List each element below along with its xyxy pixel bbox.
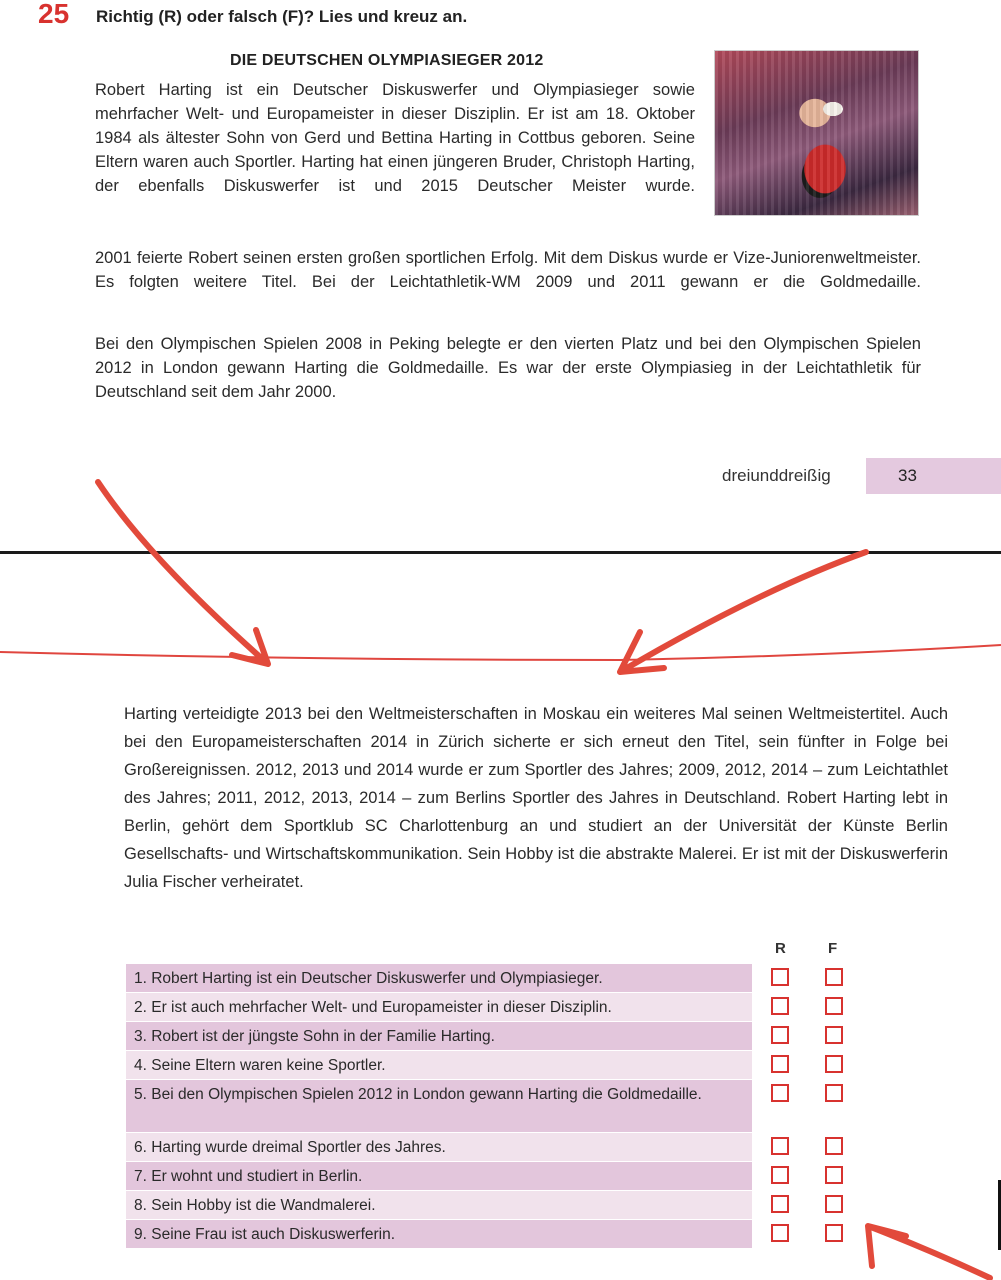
checkbox-r-9[interactable] <box>771 1224 789 1242</box>
checkbox-f-4[interactable] <box>825 1055 843 1073</box>
checkbox-r-3[interactable] <box>771 1026 789 1044</box>
article-paragraph-2: 2001 feierte Robert seinen ersten großen sportlichen Erfolg. Mit dem Diskus wurde er Vize-Juniorenweltmeister. Es folgten weitere Titel. Bei der Leichtathletik-WM 2009 und 2011 gewann er die Goldmedaille. <box>95 249 921 291</box>
statement-row-5: 5. Bei den Olympischen Spielen 2012 in London gewann Harting die Goldmedaille. <box>126 1080 752 1132</box>
athlete-photo <box>714 50 919 216</box>
page-number-box <box>866 458 1001 494</box>
article-paragraph-3: Bei den Olympischen Spielen 2008 in Peking belegte er den vierten Platz und bei den Olympischen Spielen 2012 in London gewann Harting die Goldmedaille. Es war der erste Olympiasieg in der Leichtathletik für Deutschland seit dem Jahr 2000. <box>95 335 921 401</box>
page-number: 33 <box>898 466 917 485</box>
checkbox-r-6[interactable] <box>771 1137 789 1155</box>
statement-row-2: 2. Er ist auch mehrfacher Welt- und Europameister in dieser Disziplin. <box>126 993 752 1021</box>
statement-row-9: 9. Seine Frau ist auch Diskuswerferin. <box>126 1220 752 1248</box>
article-continuation: Harting verteidigte 2013 bei den Weltmeisterschaften in Moskau ein weiteres Mal seinen Weltmeistertitel. Auch bei den Europameisterschaften 2014 in Zürich sicherte er sich erneut den Titel, sein fünfter in Folge bei Großereignissen. 2012, 2013 und 2014 wurde er zum Sportler des Jahres; 2009, 2012, 2014 – zum Leichtathlet des Jahres; 2011, 2012, 2013, 2014 – zum Berlins Sportler des Jahres in Deutschland. Robert Harting lebt in Berlin, gehört dem Sportklub SC Charlottenburg an und studiert an der Universität der Künste Berlin Gesellschafts- und Wirtschaftskommunikation. Sein Hobby ist die abstrakte Malerei. Er ist mit der Diskuswerferin Julia Fischer verheiratet. <box>124 705 948 891</box>
article-title: DIE DEUTSCHEN OLYMPIASIEGER 2012 <box>230 52 544 69</box>
checkbox-r-4[interactable] <box>771 1055 789 1073</box>
red-arrow-bottom-icon <box>868 1226 990 1278</box>
checkbox-f-2[interactable] <box>825 997 843 1015</box>
checkbox-f-8[interactable] <box>825 1195 843 1213</box>
statement-row-1: 1. Robert Harting ist ein Deutscher Diskuswerfer und Olympiasieger. <box>126 964 752 992</box>
checkbox-f-9[interactable] <box>825 1224 843 1242</box>
checkbox-r-1[interactable] <box>771 968 789 986</box>
checkbox-f-7[interactable] <box>825 1166 843 1184</box>
column-header-falsch: F <box>828 940 838 957</box>
checkbox-f-5[interactable] <box>825 1084 843 1102</box>
statement-row-8: 8. Sein Hobby ist die Wandmalerei. <box>126 1191 752 1219</box>
statement-row-7: 7. Er wohnt und studiert in Berlin. <box>126 1162 752 1190</box>
checkbox-r-5[interactable] <box>771 1084 789 1102</box>
task-number: 25 <box>38 0 70 29</box>
checkbox-r-8[interactable] <box>771 1195 789 1213</box>
column-header-richtig: R <box>775 940 786 957</box>
red-divider-line <box>0 645 1001 660</box>
statement-row-6: 6. Harting wurde dreimal Sportler des Jahres. <box>126 1133 752 1161</box>
checkbox-f-3[interactable] <box>825 1026 843 1044</box>
statement-row-4: 4. Seine Eltern waren keine Sportler. <box>126 1051 752 1079</box>
checkbox-f-1[interactable] <box>825 968 843 986</box>
checkbox-r-7[interactable] <box>771 1166 789 1184</box>
page-number-word: dreiunddreißig <box>722 466 831 485</box>
checkbox-f-6[interactable] <box>825 1137 843 1155</box>
page-separator-line <box>0 551 1001 554</box>
article-paragraph-1: Robert Harting ist ein Deutscher Diskuswerfer und Olympiasieger sowie mehrfacher Welt- und Europameister in dieser Disziplin. Er ist am 18. Oktober 1984 als ältester Sohn von Gerd und Bettina Harting in Cottbus geboren. Seine Eltern waren auch Sportler. Harting hat einen jüngeren Bruder, Christoph Harting, der ebenfalls Diskuswerfer ist und 2015 Deutscher Meister wurde. <box>95 81 695 195</box>
task-instruction: Richtig (R) oder falsch (F)? Lies und kreuz an. <box>96 7 468 26</box>
red-arrow-right-icon <box>620 552 866 672</box>
checkbox-r-2[interactable] <box>771 997 789 1015</box>
statement-row-3: 3. Robert ist der jüngste Sohn in der Familie Harting. <box>126 1022 752 1050</box>
red-arrow-left-icon <box>98 482 268 664</box>
